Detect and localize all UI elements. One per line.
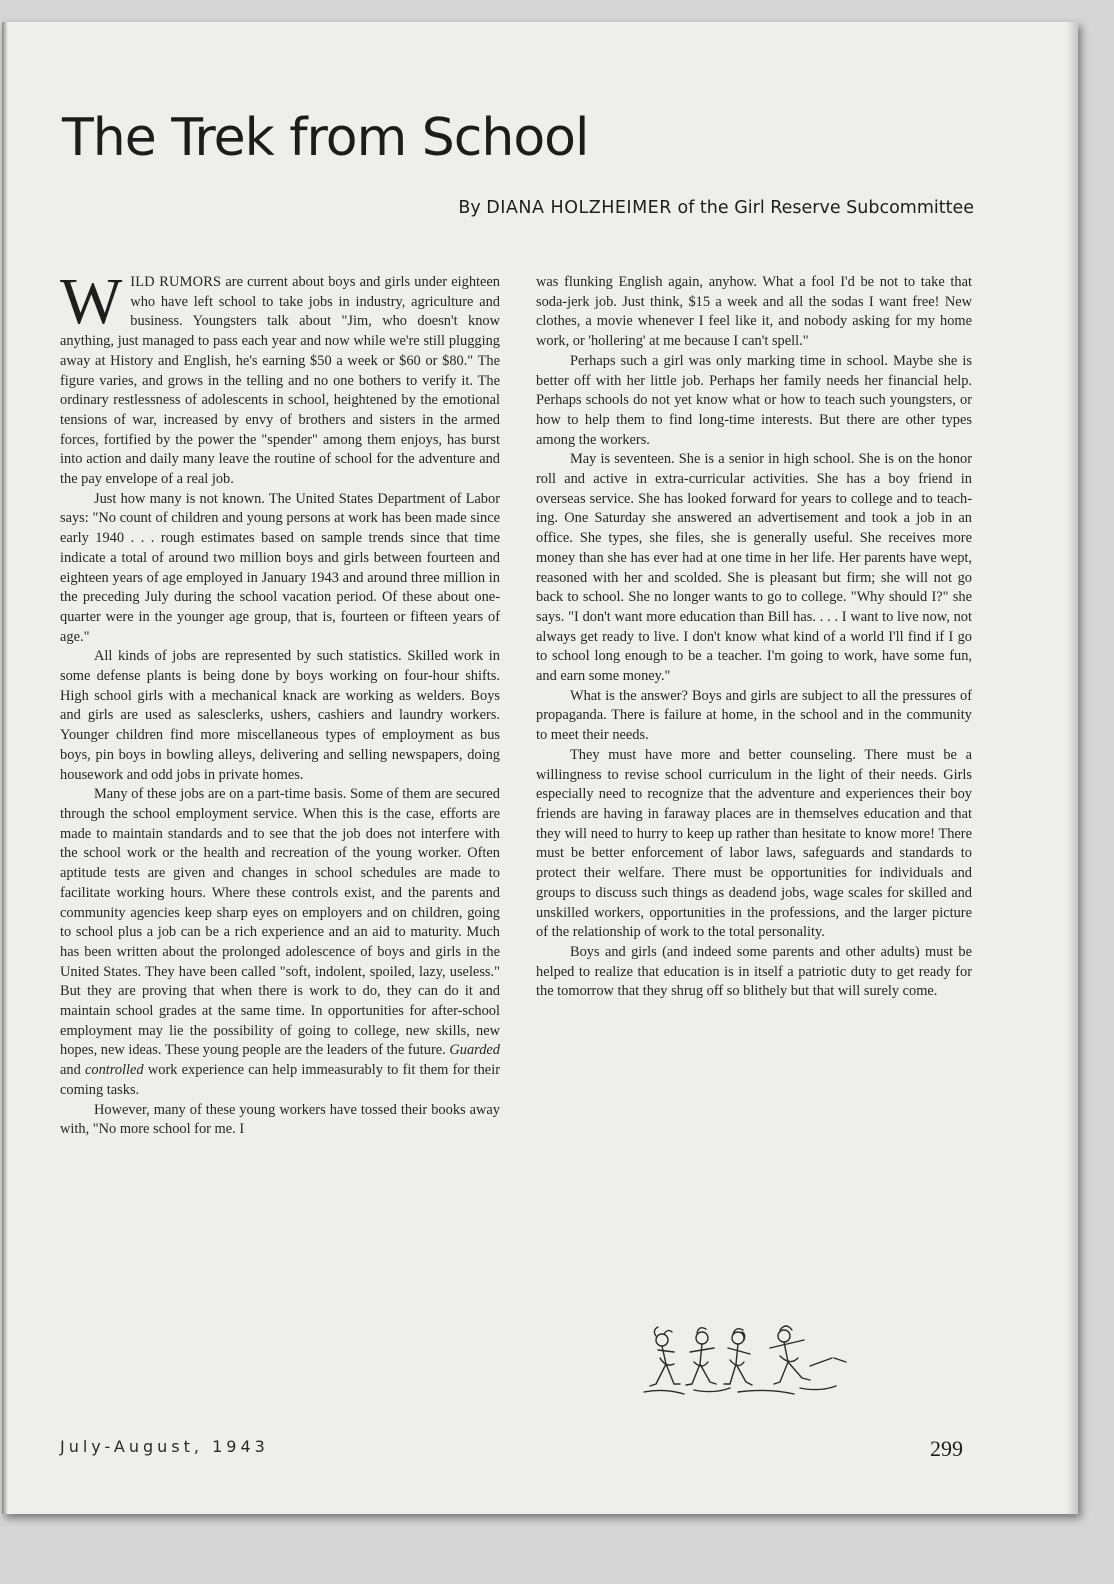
emphasis: controlled [85,1062,144,1079]
paragraph-text: and [60,1062,86,1079]
paragraph: Boys and girls (and indeed some parents and other adults) must be helped to realize that education is in itself a patriotic duty to get ready for the tomorrow that they shrug off so blithely but that will surely come. [536,943,972,1000]
paragraph [60,785,500,1100]
article-column-right [536,273,972,1273]
lead-in: ILD RUMORS [130,274,222,290]
paragraph-text: Many of these jobs are on a part-time basis. Some of them are secured through the school employment service. When this is the case, efforts are made to maintain standards and to see that the job does not interfere with the school work or the health and recreation of the young worker. Often aptitude tests are given and changes in school schedules are made to facilitate working hours. Where these controls exist, and the parents and community agencies keep sharp eyes on employers and on children, going to school plus a job can be a rich experience and an aid to maturity. Much has been written about the prolonged adolescence of boys and girls in the United States. They have been called "soft, indolent, spoiled, lazy, useless." But they are proving that when there is work to do, they can do it and maintain school grades at the same time. In opportunities for after-school employment may lie the possibility of going to college, new skills, new hopes, new ideas. These young people are the leaders of the future. [60,786,500,1059]
paragraph [60,265,500,490]
byline [458,198,974,218]
byline-prefix: By [458,198,481,218]
article-title: The Trek from School [62,108,589,168]
paragraph: Perhaps such a girl was only marking time in school. Maybe she is better off with her little job. Perhaps her family needs her financial help. Perhaps schools do not yet know what or how to teach such youngsters, or how to help them to find long-time interests. But there are other types among the workers. [536,352,972,448]
paragraph-text: work experience can help immeasurably to fit them for their coming tasks. [60,1062,500,1098]
paragraph: However, many of these young workers have tossed their books away with, "No more school for me. I [60,1101,500,1138]
paragraph: was flunking English again, anyhow. What a fool I'd be not to take that soda-jerk job. Just think, $15 a week and all the sodas I want free! New clothes, a movie whenever I feel like it, and nobody asking for my home work, or 'hollering' at me because I can't spell." [536,274,972,350]
dancing-girls-illustration-icon [634,1318,864,1408]
byline-suffix: of the Girl Reserve Subcommittee [677,198,974,218]
issue-date: July-August, 1943 [60,1437,269,1456]
paragraph-text: are current about boys and girls under eighteen who have left school to take jobs in industry, agriculture and business. Youngsters talk about "Jim, who doesn't know anything, just managed to pass each year and now while we're still plugging away at History and English, he's earning $50 a week or $60 or $80." The figure varies, and grows in the telling and no one bothers to verify it. The ordinary restlessness of adolescents in school, heightened by the emotional tensions of war, increased by envy of brothers and sisters in the armed forces, fortified by the power the "spender" among them enjoys, has burst into action and daily many leave the routine of school for the adventure and the pay envelope of a real job. [60,274,500,488]
paragraph: Just how many is not known. The United States Department of Labor says: "No count of children and young persons at work has been made since early 1940 . . . rough estimates based on sample trends since that time indicate a total of around two million boys and girls between fourteen and eighteen years of age employed in January 1943 and around three million in the preceding July during the school vacation period. Of these about one-quarter were in the younger age group, that is, fourteen or fifteen years of age." [60,490,500,645]
paragraph: What is the answer? Boys and girls are subject to all the pressures of propaganda. There is failure at home, in the school and in the community to meet their needs. [536,687,972,744]
paragraph: All kinds of jobs are represented by such statistics. Skilled work in some defense plants is being done by boys working on four-hour shifts. High school girls with a mechanical knack are working as welders. Boys and girls are used as salesclerks, ushers, cashiers and laundry workers. Younger children find more miscellaneous types of employment as bus boys, pin boys in bowling alleys, delivering and selling newspapers, doing housework and odd jobs in private homes. [60,648,500,783]
byline-author: DIANA HOLZHEIMER [486,198,672,218]
paragraph: May is seventeen. She is a senior in high school. She is on the honor roll and active in extra-curricular activities. She has a boy friend in overseas service. She has looked forward for years to college and to teaching. One Saturday she answered an advertisement and took a job in an office. She types, she files, she is generally useful. She receives more money than she has ever had at one time in her life. Her parents have wept, reasoned with her and scolded. She is pleasant but firm; she will not go back to school. She no longer wants to go to college. "Why should I?" she says. "I don't want more education than Bill has. . . . I want to live now, not always get ready to live. I don't know what kind of a world I'll find if I go to school long enough to be a teacher. I'm going to work, have some fun, and earn some money." [536,451,972,685]
page-number: 299 [930,1436,963,1461]
drop-cap: W [60,265,123,338]
magazine-page [2,22,1078,1514]
paragraph: They must have more and better counseling. There must be a willingness to revise school curriculum in the light of their needs. Girls especially need to recognize that the adventure and experiences their boy friends are having in faraway places are in themselves education and that they will need to hurry to keep up rather than hesitate to know more! There must be better enforcement of labor laws, safeguards and standards to protect their welfare. There must be opportunities for individuals and groups to discuss such things as deadend jobs, wage scales for skilled and unskilled workers, opportunities in the professions, and the larger picture of the relationship of work to the total personality. [536,746,972,941]
emphasis: Guarded [449,1042,500,1059]
article-column-left [60,265,500,1408]
